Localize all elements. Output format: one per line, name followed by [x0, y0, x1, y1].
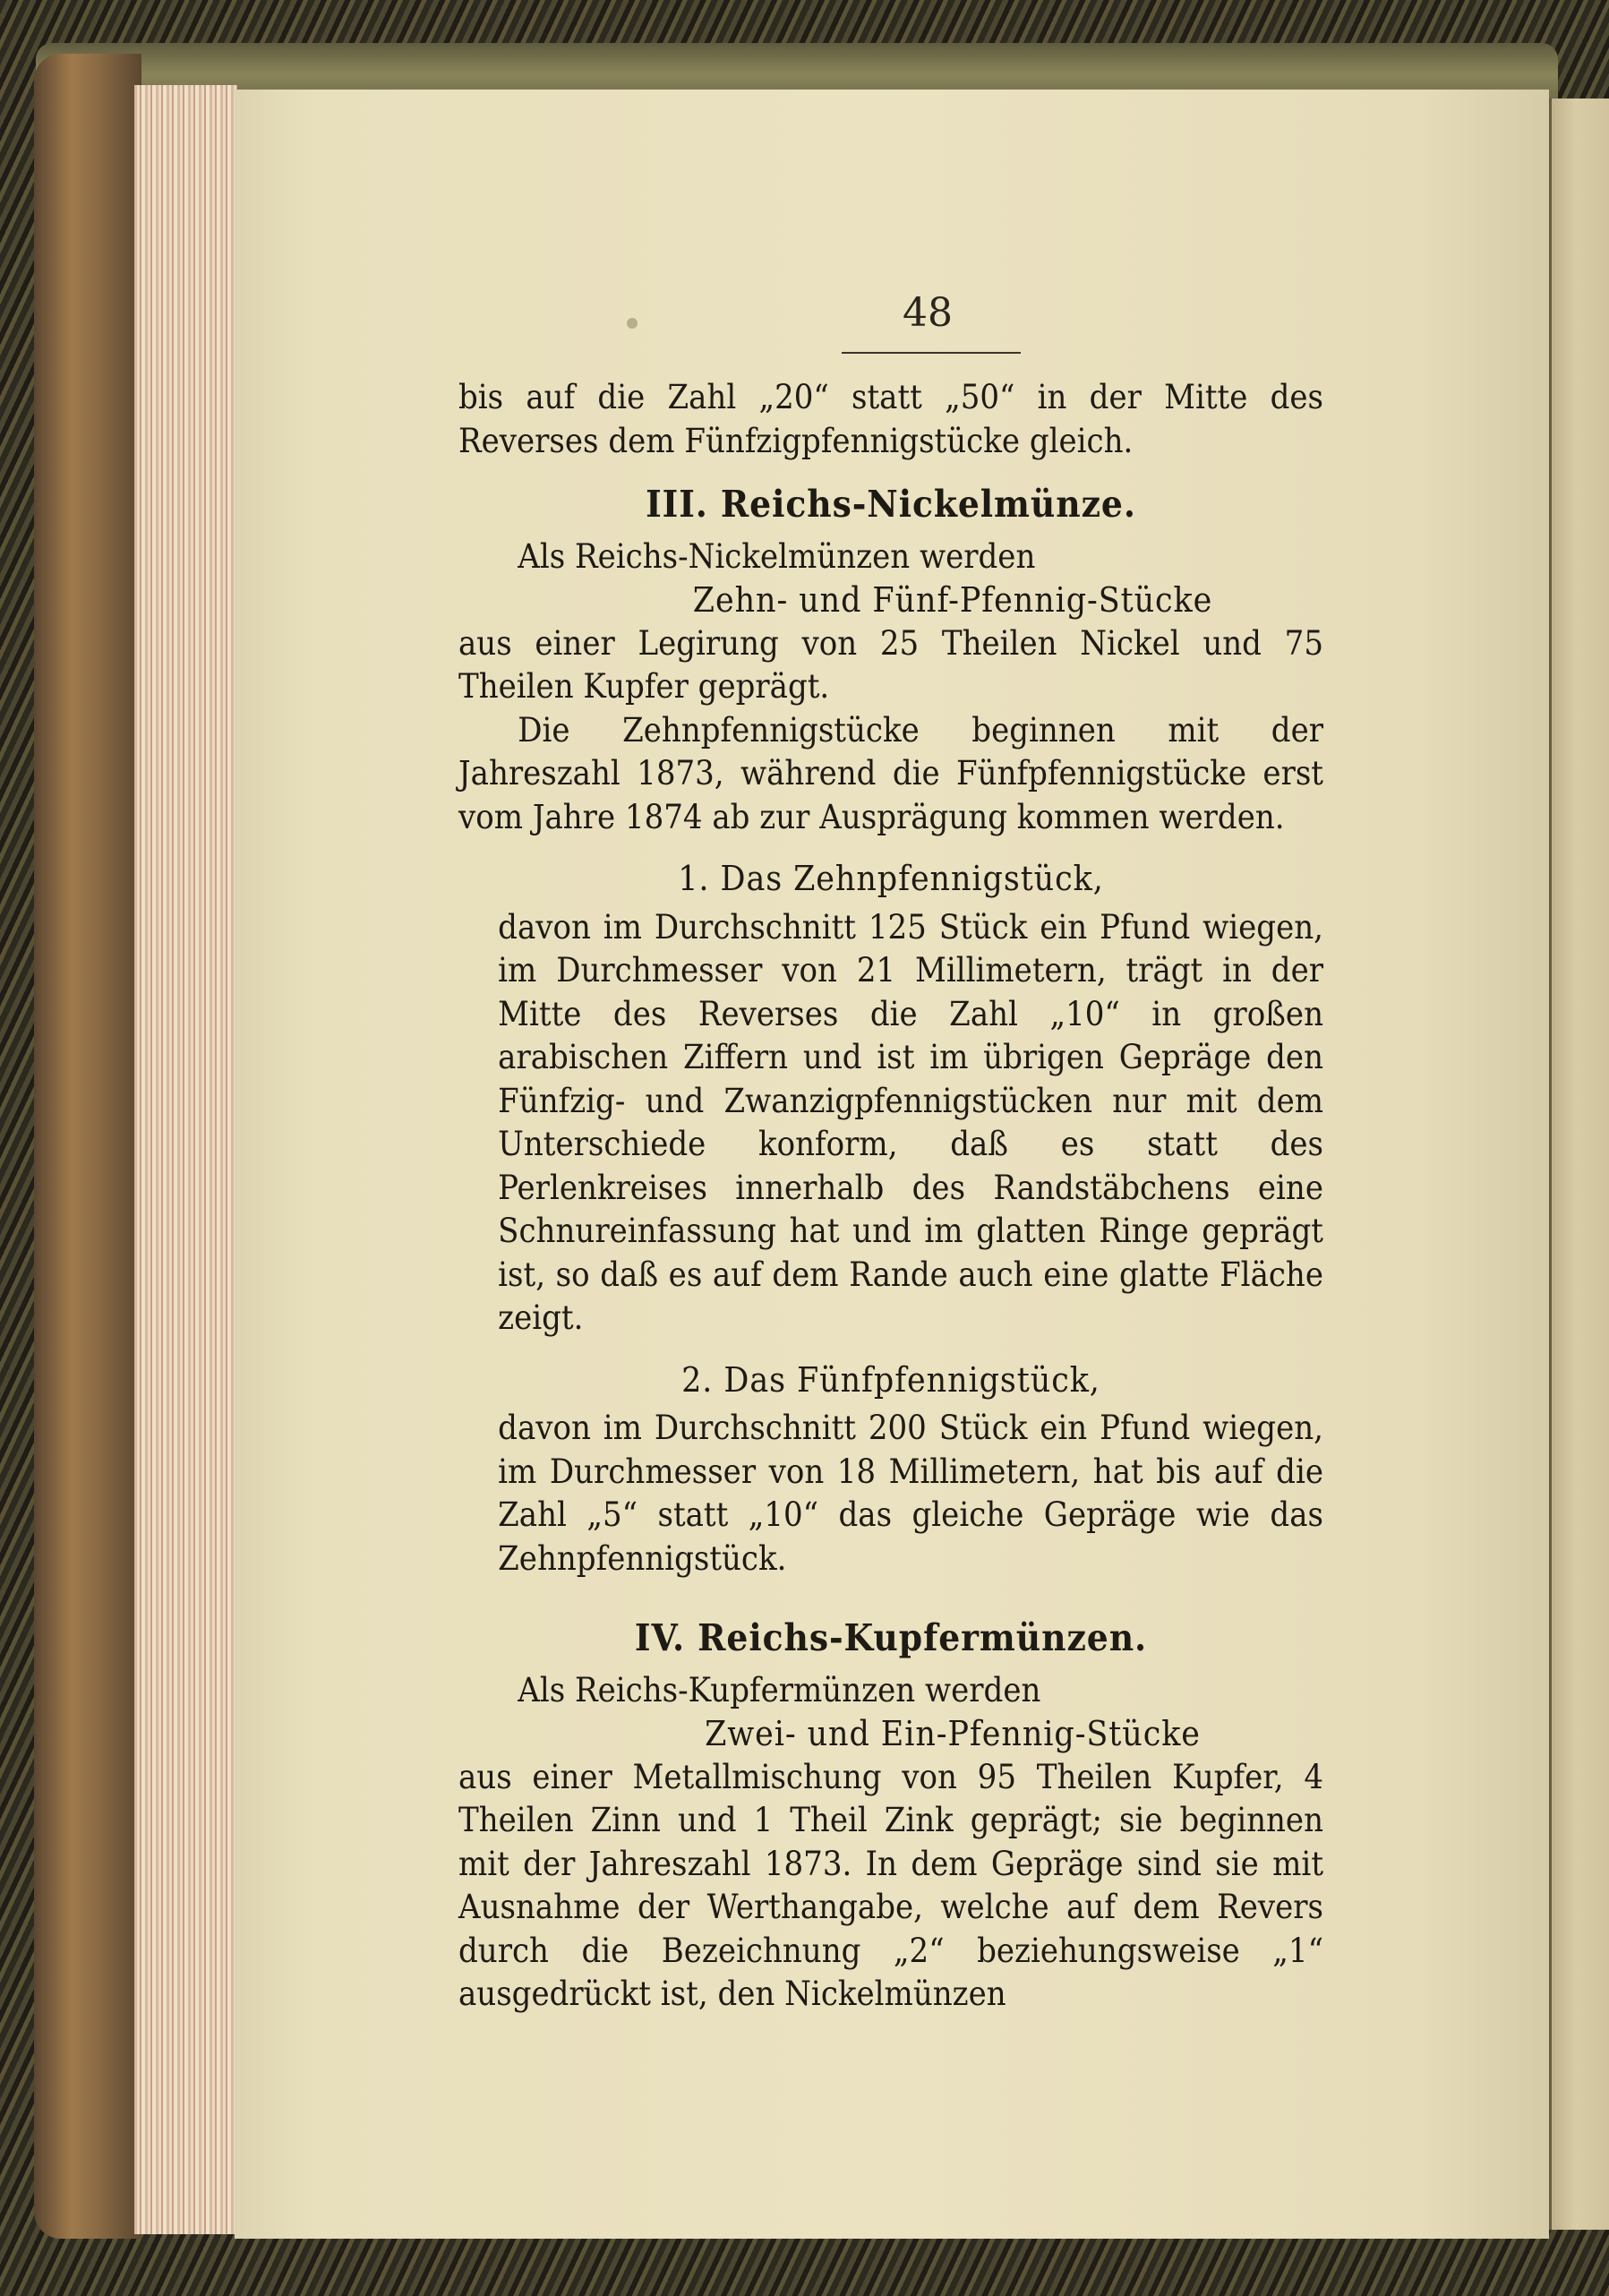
- page-text: [458, 287, 1323, 2017]
- text-paragraph: aus einer Legirung von 25 Theilen Nickel und 75 Theilen Kupfer geprägt.: [458, 623, 1323, 706]
- text-paragraph: davon im Durchschnitt 200 Stück ein Pfund wiegen, im Durchmesser von 18 Millimetern, hat bis auf die Zahl „5“ statt „10“ das gleiche Gepräge wie das Zehnpfennigstück.: [498, 1409, 1323, 1578]
- text-paragraph: Als Reichs-Kupfermünzen werden: [518, 1670, 1041, 1709]
- text-paragraph: Als Reichs-Nickelmünzen werden: [518, 536, 1036, 576]
- page-number: 48: [903, 290, 953, 336]
- coin-denominations: Zehn- und Fünf-Pfennig-Stücke: [692, 580, 1213, 620]
- subsection-heading: 1. Das Zehnpfennigstück,: [678, 859, 1104, 898]
- coin-denominations: Zwei- und Ein-Pfennig-Stücke: [705, 1714, 1201, 1753]
- leather-spine: [34, 54, 141, 2239]
- page-edges: [134, 85, 237, 2234]
- text-paragraph: bis auf die Zahl „20“ statt „50“ in der Mitte des Reverses dem Fünfzigpfennigstücke gleich.: [458, 378, 1323, 460]
- subsection-heading: 2. Das Fünfpfennigstück,: [681, 1359, 1100, 1400]
- section-heading: III. Reichs-Nickelmünze.: [646, 483, 1136, 526]
- section-heading: IV. Reichs-Kupfermünzen.: [634, 1616, 1148, 1659]
- text-paragraph: aus einer Metallmischung von 95 Theilen Kupfer, 4 Theilen Zinn und 1 Theil Zink geprägt; sie beginnen mit der Jahreszahl 1873. In dem Gepräge sind sie mit Ausnahme der Werthangabe, welche auf dem Revers durch die Bezeichnung „2“ beziehungsweise „1“ ausgedrückt ist, den Nickelmünzen: [458, 1757, 1323, 2013]
- facing-page-edge: [1549, 99, 1609, 2230]
- text-paragraph: Die Zehnpfennigstücke beginnen mit der Jahreszahl 1873, während die Fünfpfennigstücke erst vom Jahre 1874 ab zur Ausprägung kommen werden.: [458, 710, 1323, 836]
- text-paragraph: davon im Durchschnitt 125 Stück ein Pfund wiegen, im Durchmesser von 21 Millimetern, trägt in der Mitte des Reverses die Zahl „10“ in großen arabischen Ziffern und ist im übrigen Gepräge den Fünfzig- und Zwanzigpfennigstücken nur mit dem Unterschiede konform, daß es statt des Perlenkreises innerhalb des Randstäbchens eine Schnureinfassung hat und im glatten Ringe geprägt ist, so daß es auf dem Rande auch eine glatte Fläche zeigt.: [498, 907, 1323, 1337]
